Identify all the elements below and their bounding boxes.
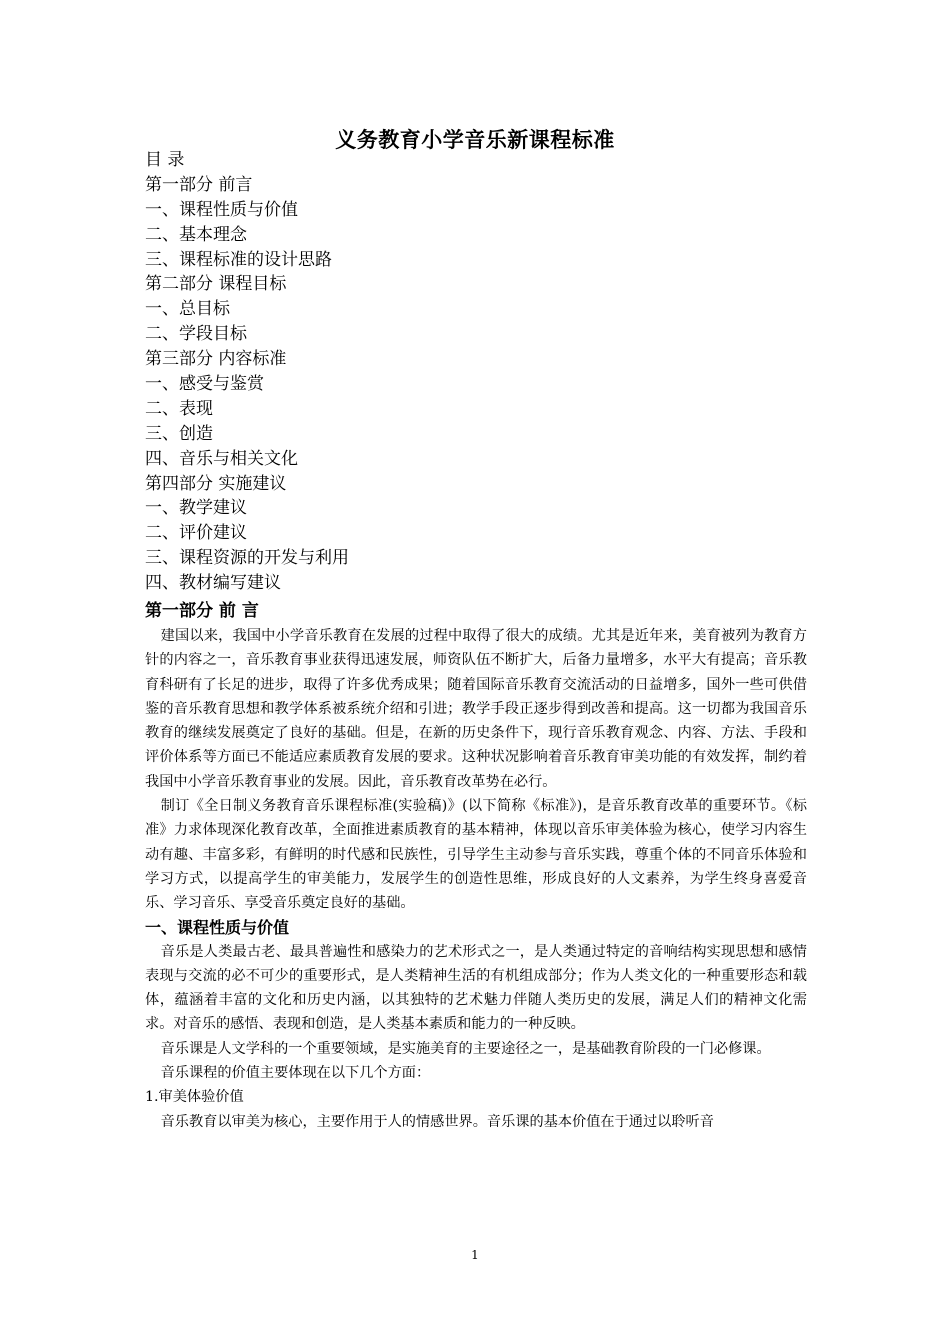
toc-item: 四、音乐与相关文化 xyxy=(145,448,298,469)
toc-item: 二、学段目标 xyxy=(145,324,247,345)
toc-item: 第四部分 实施建议 xyxy=(145,473,287,494)
list-item-heading: 1.审美体验价值 xyxy=(145,1089,244,1106)
toc-item: 一、总目标 xyxy=(145,299,230,320)
section-heading: 第一部分 前 言 xyxy=(145,601,259,621)
paragraph: 音乐课是人文学科的一个重要领域，是实施美育的主要途径之一，是基础教育阶段的一门必修课。 xyxy=(160,1040,771,1057)
document-body xyxy=(145,598,807,1134)
paragraph: 音乐课程的价值主要体现在以下几个方面： xyxy=(160,1065,431,1082)
toc-item: 一、课程性质与价值 xyxy=(145,199,298,220)
toc-item: 第一部分 前言 xyxy=(145,174,253,195)
paragraph: 建国以来，我国中小学音乐教育在发展的过程中取得了很大的成绩。尤其是近年来，美育被列为教育方针的内容之一，音乐教育事业获得迅速发展，师资队伍不断扩大，后备力量增多，水平大有提高；音乐教育科研有了长足的进步，取得了许多优秀成果；随着国际音乐教育交流活动的日益增多，国外一些可供借鉴的音乐教育思想和教学体系被系统介绍和引进；教学手段正逐步得到改善和提高。这一切都为我国音乐教育的继续发展奠定了良好的基础。但是，在新的历史条件下，现行音乐教育观念、内容、方法、手段和评价体系等方面已不能适应素质教育发展的要求。这种状况影响着音乐教育审美功能的有效发挥，制约着我国中小学音乐教育事业的发展。因此，音乐教育改革势在必行。 xyxy=(145,628,807,790)
toc-item: 二、表现 xyxy=(145,398,213,419)
toc-item: 第二部分 课程目标 xyxy=(145,274,287,295)
toc-item: 二、评价建议 xyxy=(145,523,247,544)
toc-item: 一、感受与鉴赏 xyxy=(145,374,264,395)
toc-item: 第三部分 内容标准 xyxy=(145,349,287,370)
paragraph: 音乐是人类最古老、最具普遍性和感染力的艺术形式之一，是人类通过特定的音响结构实现思想和感情表现与交流的必不可少的重要形式，是人类精神生活的有机组成部分；作为人类文化的一种重要形态和载体，蕴涵着丰富的文化和历史内涵，以其独特的艺术魅力伴随人类历史的发展，满足人们的精神文化需求。对音乐的感悟、表现和创造，是人类基本素质和能力的一种反映。 xyxy=(145,943,807,1033)
toc-item: 三、课程资源的开发与利用 xyxy=(145,548,349,569)
paragraph: 音乐教育以审美为核心，主要作用于人的情感世界。音乐课的基本价值在于通过以聆听音 xyxy=(160,1113,714,1130)
toc-item: 三、课程标准的设计思路 xyxy=(145,249,332,270)
paragraph: 制订《全日制义务教育音乐课程标准(实验稿)》(以下简称《标准》)，是音乐教育改革的重要环节。《标准》力求体现深化教育改革，全面推进素质教育的基本精神，体现以音乐审美体验为核心，使学习内容生动有趣、丰富多彩，有鲜明的时代感和民族性，引导学生主动参与音乐实践，尊重个体的不同音乐体验和学习方式，以提高学生的审美能力，发展学生的创造性思维，形成良好的人文素养，为学生终身喜爱音乐、学习音乐、享受音乐奠定良好的基础。 xyxy=(145,798,807,912)
toc-item: 目 录 xyxy=(145,150,185,170)
toc-item: 一、教学建议 xyxy=(145,498,247,519)
toc-item: 三、创造 xyxy=(145,423,213,444)
toc-item: 二、基本理念 xyxy=(145,224,247,245)
section-heading: 一、课程性质与价值 xyxy=(145,917,290,937)
page-number: 1 xyxy=(471,1248,479,1262)
toc-item: 四、教材编写建议 xyxy=(145,573,281,594)
table-of-contents xyxy=(145,148,805,596)
document-title: 义务教育小学音乐新课程标准 xyxy=(335,127,615,152)
